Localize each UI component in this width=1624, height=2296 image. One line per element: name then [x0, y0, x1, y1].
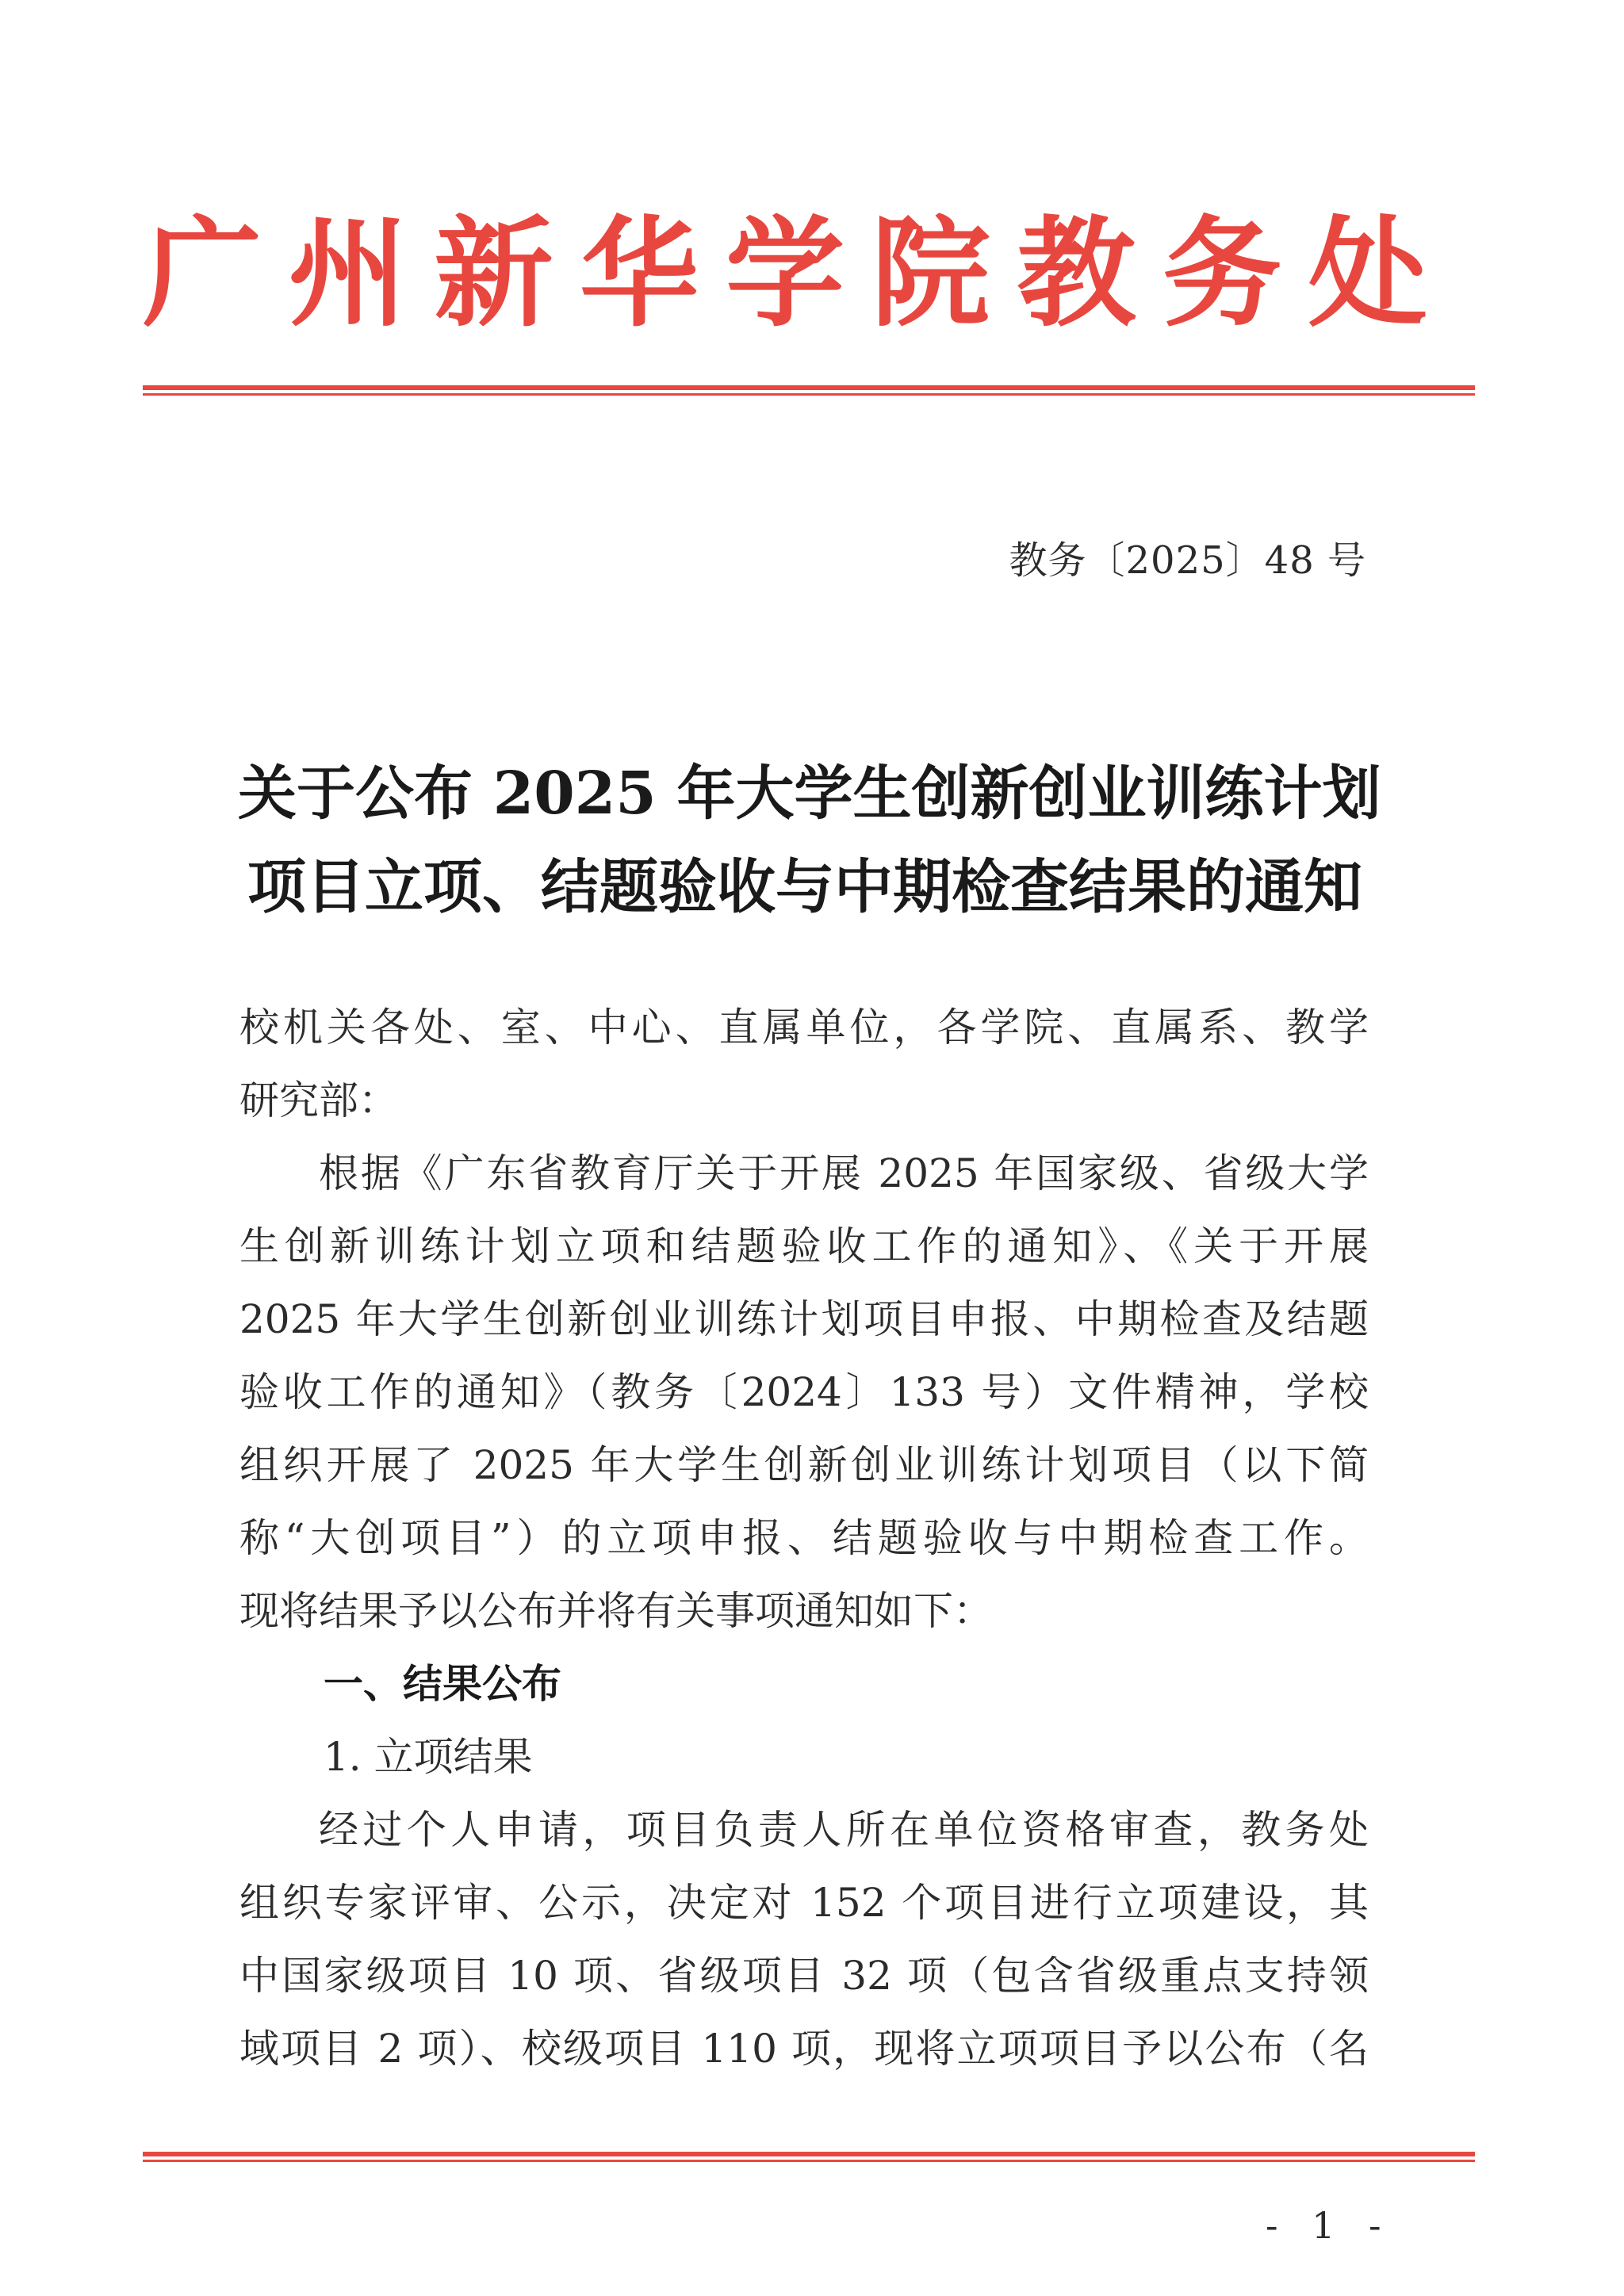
paragraph-line: 域项目 2 项）、校级项目 110 项，现将立项项目予以公布（名 [239, 2026, 1369, 2072]
paragraph-line: 验收工作的通知》（教务〔2024〕133 号）文件精神，学校 [239, 1369, 1369, 1415]
header-char: 处 [1308, 204, 1427, 343]
paragraph-line: 中国家级项目 10 项、省级项目 32 项（包含省级重点支持领 [239, 1953, 1369, 1999]
header-char: 华 [580, 204, 699, 343]
header-divider-thin [143, 393, 1475, 396]
section-heading: 一、结果公布 [324, 1661, 561, 1707]
page-number: - 1 - [1266, 2204, 1392, 2247]
header-divider-thick [143, 385, 1475, 390]
paragraph-line: 组织开展了 2025 年大学生创新创业训练计划项目（以下简 [239, 1442, 1369, 1488]
recipients-line: 校机关各处、室、中心、直属单位，各学院、直属系、教学 [239, 1004, 1369, 1050]
header-char: 广 [143, 204, 262, 343]
issuing-office-header [143, 198, 1427, 349]
paragraph-line: 根据《广东省教育厅关于开展 2025 年国家级、省级大学 [319, 1150, 1369, 1196]
footer-divider-thin [143, 2160, 1475, 2162]
paragraph-line: 生创新训练计划立项和结题验收工作的通知》、《关于开展 [239, 1223, 1369, 1269]
document-title-line-1: 关于公布 2025 年大学生创新创业训练计划 [238, 760, 1381, 828]
paragraph-line: 经过个人申请，项目负责人所在单位资格审查，教务处 [319, 1807, 1369, 1853]
header-char: 州 [288, 204, 408, 343]
subsection-heading: 1. 立项结果 [324, 1734, 533, 1780]
header-char: 务 [1162, 204, 1282, 343]
paragraph-line: 现将结果予以公布并将有关事项通知如下： [239, 1588, 993, 1634]
header-char: 新 [434, 204, 553, 343]
footer-divider [143, 2152, 1475, 2163]
recipients-line: 研究部： [239, 1077, 398, 1123]
document-number: 教务〔2025〕48 号 [1009, 538, 1366, 583]
header-char: 院 [871, 204, 990, 343]
footer-divider-thick [143, 2152, 1475, 2156]
paragraph-line: 称“大创项目”）的立项申报、结题验收与中期检查工作。 [239, 1515, 1369, 1561]
paragraph-line: 2025 年大学生创新创业训练计划项目申报、中期检查及结题 [239, 1296, 1369, 1342]
paragraph-line: 组织专家评审、公示，决定对 152 个项目进行立项建设，其 [239, 1880, 1369, 1926]
header-char: 学 [725, 204, 845, 343]
document-title-line-2: 项目立项、结题验收与中期检查结果的通知 [247, 853, 1362, 921]
header-divider [143, 385, 1475, 396]
header-char: 教 [1017, 204, 1136, 343]
